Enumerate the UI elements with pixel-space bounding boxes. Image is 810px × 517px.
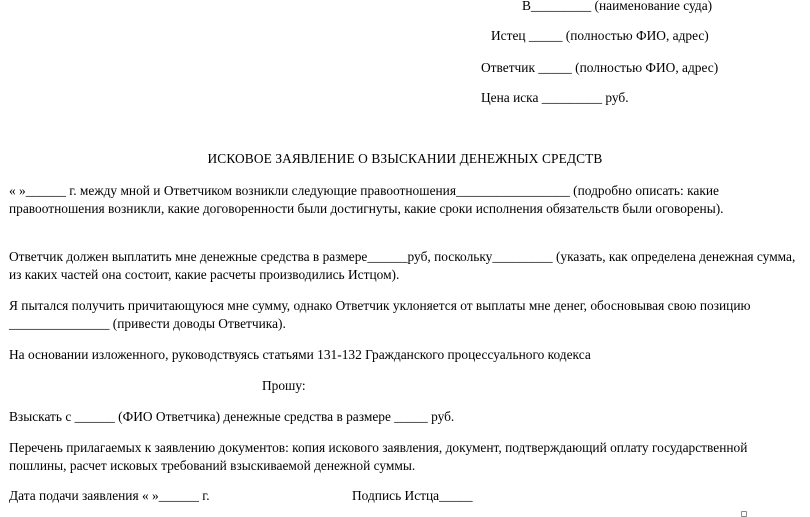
court-line: В_________ (наименование суда) — [522, 0, 713, 13]
plaintiff-line: Истец _____ (полностью ФИО, адрес) — [491, 28, 709, 43]
paragraph-amount: Ответчик должен выплатить мне денежные средства в размере______руб, поскольку_________ (указать, как определена денежная сумма, из каких частей она состоит, какие расчеты производились Истцом). — [9, 249, 796, 282]
paragraph-legal-basis: На основании изложенного, руководствуясь статьями 131-132 Гражданского процессуального кодекса — [9, 347, 591, 362]
signature-line: Подпись Истца_____ — [352, 488, 473, 503]
paragraph-claim: Взыскать с ______ (ФИО Ответчика) денежные средства в размере _____ руб. — [9, 409, 455, 424]
paragraph-evasion: Я пытался получить причитающуюся мне сумму, однако Ответчик уклоняется от выплаты мне денег, обосновывая свою позицию _______________ (привести доводы Ответчика). — [9, 298, 751, 331]
document-title: ИСКОВОЕ ЗАЯВЛЕНИЕ О ВЗЫСКАНИИ ДЕНЕЖНЫХ СРЕДСТВ — [207, 151, 603, 166]
anchor-mark-icon — [741, 511, 747, 517]
defendant-line: Ответчик _____ (полностью ФИО, адрес) — [481, 60, 719, 75]
paragraph-attachments: Перечень прилагаемых к заявлению документов: копия искового заявления, документ, подтверждающий оплату государственной пошлины, расчет исковых требований взыскиваемой денежной суммы. — [9, 440, 748, 473]
request-heading: Прошу: — [262, 378, 306, 393]
paragraph-relations: « »______ г. между мной и Ответчиком возникли следующие правоотношения_________________ (подробно описать: какие правоотношения возникли, какие договоренности были достигнуты, какие сроки исполнения обязательств были оговорены). — [9, 183, 724, 216]
filing-date: Дата подачи заявления « »______ г. — [9, 488, 210, 503]
claim-price-line: Цена иска _________ руб. — [481, 90, 629, 105]
